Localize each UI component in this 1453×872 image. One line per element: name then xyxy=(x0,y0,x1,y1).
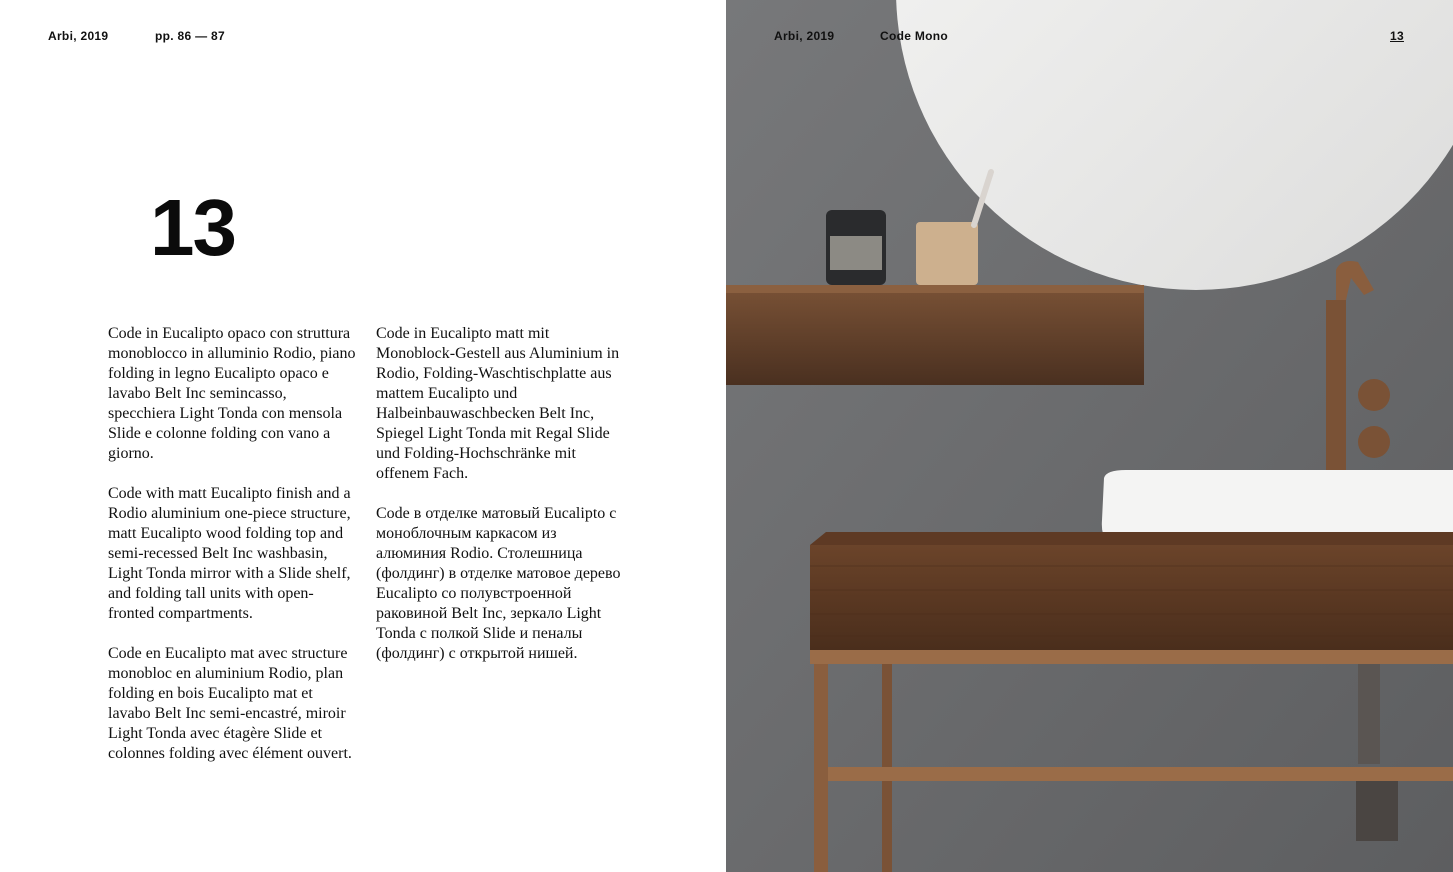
description-german: Code in Eucalipto matt mit Monoblock-Gestell aus Aluminium in Rodio, Folding-Waschtischplatte aus mattem Eucalipto und Halbeinbauwaschbecken Belt Inc, Spiegel Light Tonda mit Regal Slide und Folding-Hochschränke mit offenem Fach. xyxy=(376,325,620,482)
description-russian: Code в отделке матовый Eucalipto с моноблочным каркасом из алюминия Rodio. Столешница (фолдинг) в отделке матовое дерево Eucalipto со полувстроенной раковиной Belt Inc, зеркало Light Tonda с полкой Slide и пеналы (фолдинг) с открытой нишей. xyxy=(376,505,621,662)
header-source: Arbi, 2019 xyxy=(774,29,835,43)
vanity-frame-rail xyxy=(828,767,1453,781)
item-number: 13 xyxy=(150,183,235,272)
description-english: Code with matt Eucalipto finish and a Rodio aluminium one-piece structure, matt Eucalipto wood folding top and semi-recessed Belt Inc washbasin, Light Tonda mirror with a Slide shelf, and folding tall units with open-fronted compartments. xyxy=(108,485,351,622)
text-column-right xyxy=(376,324,626,684)
text-column-left xyxy=(108,324,358,784)
header-source: Arbi, 2019 xyxy=(48,29,109,43)
vanity-frame-top xyxy=(810,650,1453,664)
vanity-top xyxy=(810,545,1453,650)
faucet-knob-bottom xyxy=(1358,426,1390,458)
bathroom-vanity-photo xyxy=(726,0,1453,872)
faucet-body xyxy=(1326,300,1346,470)
toothbrush-cup xyxy=(916,222,978,285)
description-italian: Code in Eucalipto opaco con struttura monoblocco in alluminio Rodio, piano folding in legno Eucalipto opaco e lavabo Belt Inc semincasso, specchiera Light Tonda con mensola Slide e colonne folding con vano a giorno. xyxy=(108,325,356,462)
drain-pipe xyxy=(1358,664,1380,764)
page-number-link[interactable]: 13 xyxy=(1390,29,1404,43)
header-pages: pp. 86 — 87 xyxy=(155,29,225,43)
vanity-leg-left xyxy=(814,664,828,872)
left-page xyxy=(0,0,726,872)
faucet-knob-top xyxy=(1358,379,1390,411)
header-product: Code Mono xyxy=(880,29,949,43)
description-french: Code en Eucalipto mat avec structure monobloc en aluminium Rodio, plan folding en bois Eucalipto mat et lavabo Belt Inc semi-encastré, miroir Light Tonda avec étagère Slide et colonnes folding avec élément ouvert. xyxy=(108,645,352,762)
bottle-label xyxy=(830,236,882,270)
right-page xyxy=(726,0,1453,872)
wall-shelf xyxy=(726,285,1144,385)
